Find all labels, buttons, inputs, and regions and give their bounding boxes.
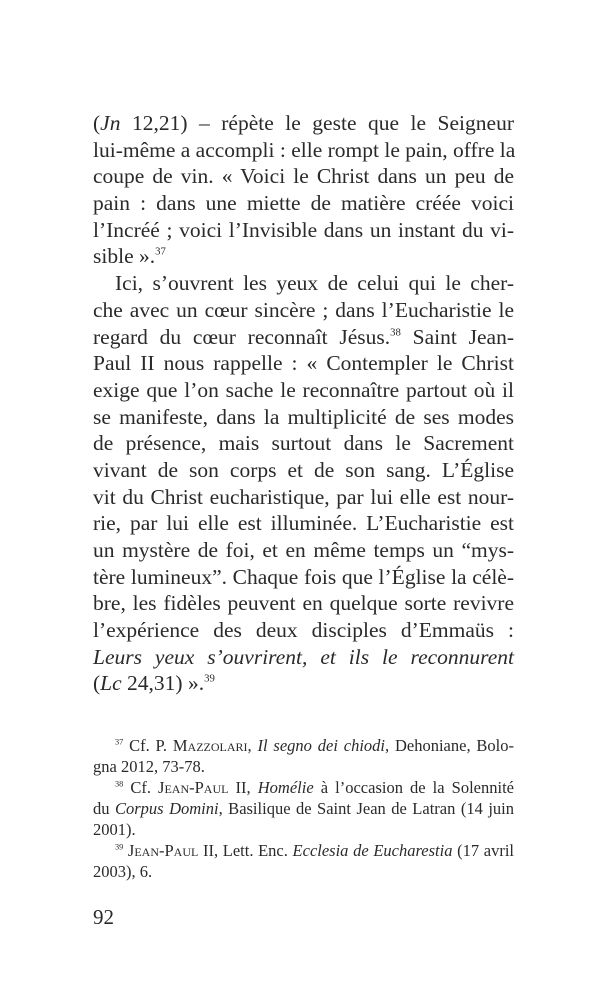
text-run: Cf. P.	[123, 736, 173, 755]
text-run: ,	[247, 736, 258, 755]
footnote-line	[93, 735, 514, 756]
text-run: , Basilique de Saint Jean de Latran (14 juin	[218, 799, 514, 818]
text-run: à l’occasion de la Solennité	[313, 778, 514, 797]
body-line	[93, 564, 514, 591]
text-run: Saint Jean-	[400, 324, 514, 349]
italic-text: Jn	[100, 111, 121, 135]
italic-text: Lc	[100, 671, 122, 696]
text-run: exige que l’on sache le reconnaître partout où il	[93, 377, 514, 402]
italic-text: Corpus Domini	[114, 799, 219, 818]
body-line	[93, 137, 514, 164]
body-line	[93, 324, 514, 351]
text-run: , Dehoniane, Bolo-	[385, 736, 514, 755]
text-run: 12,21) – répète le geste que le Seigneur	[120, 111, 514, 135]
footnote-ref: 38	[115, 779, 124, 789]
footnote-ref: 39	[115, 842, 124, 852]
text-run: Paul II nous rappelle : « Contempler le Christ	[93, 351, 514, 376]
text-run: se manifeste, dans la multiplicité de ses modes	[93, 404, 514, 429]
text-run: Ici, s’ouvrent les yeux de celui qui le cher-	[115, 271, 514, 296]
text-run: l’Incréé ; voici l’Invisible dans un instant du vi-	[93, 217, 514, 242]
body-line	[93, 217, 514, 244]
text-run: 24,31) ».	[121, 671, 205, 696]
footnote-ref: 37	[115, 737, 124, 747]
text-run: gna 2012, 73-78.	[93, 757, 205, 776]
text-run: (17 avril	[452, 841, 514, 860]
text-run: regard du cœur reconnaît Jésus.	[93, 324, 391, 349]
body-text	[93, 110, 514, 697]
body-line	[93, 190, 514, 217]
text-run: II, Lett. Enc.	[198, 841, 293, 860]
italic-text: Leurs yeux s’ouvrirent, et ils le reconnurent	[93, 644, 514, 669]
footnote-line	[93, 840, 514, 861]
text-run: Cf.	[123, 778, 159, 797]
text-run: tère lumineux”. Chaque fois que l’Église la célè-	[93, 564, 514, 589]
footnote-ref: 37	[155, 245, 166, 258]
text-run: II,	[228, 778, 258, 797]
body-line	[93, 404, 514, 431]
body-line	[93, 457, 514, 484]
body-line	[93, 617, 514, 644]
body-line	[93, 590, 514, 617]
footnote-line	[93, 798, 514, 819]
text-run: bre, les fidèles peuvent en quelque sorte revivre	[93, 591, 514, 616]
text-run: pain : dans une miette de matière créée voici	[93, 191, 514, 216]
footnote-line	[93, 777, 514, 798]
author-name: Mazzolari	[172, 736, 248, 755]
text-run: che avec un cœur sincère ; dans l’Eucharistie le	[93, 297, 514, 322]
body-line	[93, 297, 514, 324]
text-run: vit du Christ eucharistique, par lui elle est nour-	[93, 484, 514, 509]
text-run: 2003), 6.	[93, 862, 153, 881]
text-run: (	[93, 111, 101, 135]
body-line	[93, 537, 514, 564]
text-run: rie, par lui elle est illuminée. L’Eucharistie est	[93, 511, 514, 536]
body-line	[93, 350, 514, 377]
body-line	[93, 430, 514, 457]
body-line	[93, 110, 514, 137]
text-run: un mystère de foi, et en même temps un “mys-	[93, 538, 514, 562]
author-name: Jean-Paul	[127, 841, 199, 860]
text-run: sible ».	[93, 244, 156, 269]
body-line	[93, 484, 514, 511]
footnote-ref: 39	[204, 672, 215, 685]
footnote-line	[93, 756, 514, 777]
body-line	[93, 163, 514, 190]
body-line	[93, 243, 514, 270]
text-run: coupe de vin. « Voici le Christ dans un peu de	[93, 164, 514, 189]
footnote-line	[93, 819, 514, 840]
body-line	[93, 377, 514, 404]
text-run: lui-même a accompli : elle rompt le pain, offre la	[93, 137, 516, 162]
footnote-line	[93, 861, 514, 882]
italic-text: Il segno dei chiodi	[257, 736, 386, 755]
author-name: Jean-Paul	[158, 778, 229, 797]
text-run: (	[93, 671, 101, 696]
footnotes	[93, 735, 514, 882]
italic-text: Ecclesia de Eucharestia	[292, 841, 453, 860]
text-run: vivant de son corps et de son sang. L’Église	[93, 457, 514, 482]
body-line	[93, 670, 514, 697]
text-run: 2001).	[93, 820, 136, 839]
body-line	[93, 270, 514, 297]
body-line	[93, 644, 514, 671]
footnote-ref: 38	[390, 325, 401, 338]
italic-text: Homélie	[257, 778, 314, 797]
text-run: du	[93, 799, 115, 818]
page-number: 92	[93, 905, 114, 929]
body-line	[93, 510, 514, 537]
text-run: de présence, mais surtout dans le Sacrement	[93, 431, 514, 456]
text-run: l’expérience des deux disciples d’Emmaüs :	[93, 618, 514, 643]
